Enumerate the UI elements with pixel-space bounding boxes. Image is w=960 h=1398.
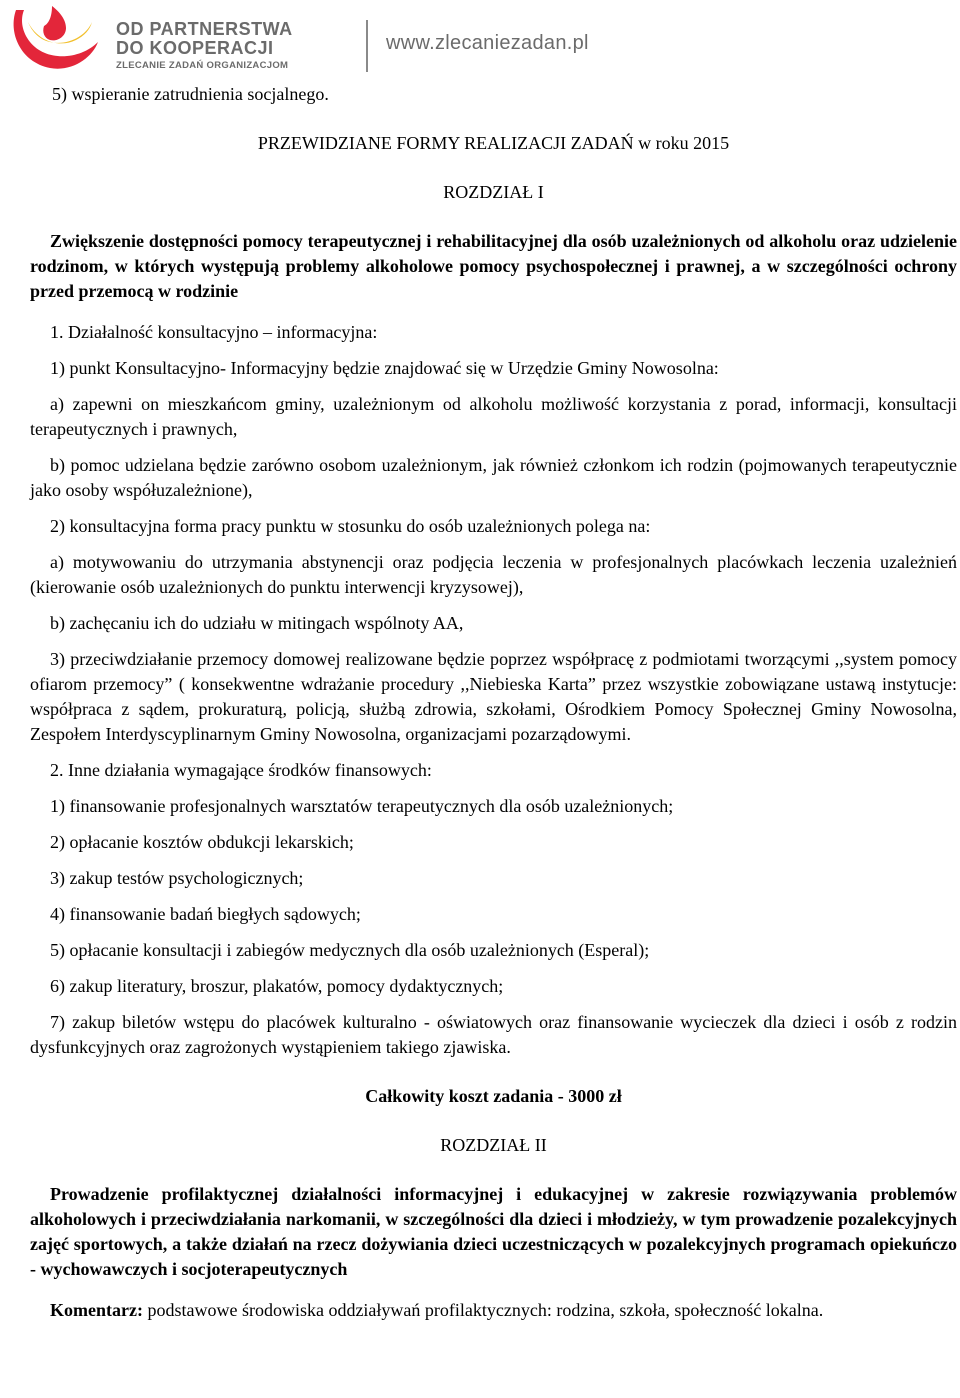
website-address: www.zlecaniezadan.pl: [386, 32, 589, 54]
chapter-title-1: Zwiększenie dostępności pomocy terapeutycznej i rehabilitacyjnej dla osób uzależnionych od alkoholu oraz udzielenie rodzinom, w których występują problemy alkoholowe pomocy psychospołecznej i prawnej, a w szczególności ochrony przed przemocą w rodzinie: [30, 231, 957, 301]
list-item: 3) zakup testów psychologicznych;: [50, 868, 304, 888]
subsection-1: 1. Działalność konsultacyjno – informacyjna:: [50, 322, 378, 342]
header-divider: [366, 20, 368, 72]
page-header: [0, 0, 960, 80]
item-1-1: 1) punkt Konsultacyjno- Informacyjny będzie znajdować się w Urzędzie Gminy Nowosolna:: [50, 358, 719, 378]
comment-paragraph: [30, 1298, 957, 1323]
list-item: 7) zakup biletów wstępu do placówek kulturalno - oświatowych oraz finansowanie wycieczek dla dzieci i osób z rodzin dysfunkcyjnych oraz zagrożonych wystąpieniem takiego zjawiska.: [30, 1012, 957, 1057]
list-item: 2) opłacanie kosztów obdukcji lekarskich;: [50, 832, 354, 852]
brand-tagline: ZLECANIE ZADAŃ ORGANIZACJOM: [116, 60, 289, 71]
list-item: 1) finansowanie profesjonalnych warsztatów terapeutycznych dla osób uzależnionych;: [50, 796, 674, 816]
section-heading-forms: PRZEWIDZIANE FORMY REALIZACJI ZADAŃ w roku 2015: [257, 133, 730, 153]
item-1-3: 3) przeciwdziałanie przemocy domowej realizowane będzie poprzez współpracę z podmiotami tworzącymi ,,system pomocy ofiarom przemocy” ( konsekwentne wdrażanie procedury ,,Niebieska Karta” przez wszystkie zobowiązane ustawą instytucje: współpraca z sądem, prokuraturą, policją, służbą zdrowia, szkołami, Ośrodkiem Pomocy Społecznej Gminy Nowosolna, Zespołem Interdyscyplinarnym Gminy Nowosolna, organizacjami pozarządowymi.: [30, 649, 957, 744]
chapter-title-2: Prowadzenie profilaktycznej działalności informacyjnej i edukacyjnej w zakresie rozwiązywania problemów alkoholowych i przeciwdziałania narkomanii, w szczególności dla dzieci i młodzieży, w tym prowadzenie pozalekcyjnych zajęć sportowych, a także działań na rzecz dożywiania dzieci uczestniczących w pozalekcyjnych programach opiekuńczo - wychowawczych i socjoterapeutycznych: [30, 1184, 957, 1279]
item-1-2-b: b) zachęcaniu ich do udziału w mitingach wspólnoty AA,: [50, 613, 464, 633]
subsection-2: 2. Inne działania wymagające środków finansowych:: [50, 760, 432, 780]
brand-line-1: OD PARTNERSTWA: [116, 19, 293, 39]
item-1-2: 2) konsultacyjna forma pracy punktu w stosunku do osób uzależnionych polega na:: [50, 516, 651, 536]
list-item: 6) zakup literatury, broszur, plakatów, pomocy dydaktycznych;: [50, 976, 504, 996]
chapter-heading-1: ROZDZIAŁ I: [443, 182, 544, 202]
logo-mark-icon: [6, 2, 104, 78]
total-cost: Całkowity koszt zadania - 3000 zł: [365, 1086, 622, 1106]
list-item: 4) finansowanie badań biegłych sądowych;: [50, 904, 361, 924]
item-1-2-a: a) motywowaniu do utrzymania abstynencji oraz podjęcia leczenia w profesjonalnych placówkach leczenia uzależnień (kierowanie osób uzależnionych do punktu interwencji kryzysowej),: [30, 552, 957, 597]
list-item: 5) opłacanie konsultacji i zabiegów medycznych dla osób uzależnionych (Esperal);: [50, 940, 650, 960]
paragraph-p1: 5) wspieranie zatrudnienia socjalnego.: [52, 84, 329, 104]
document-body: [30, 82, 957, 1323]
comment-label: Komentarz:: [50, 1300, 143, 1320]
item-1-1-b: b) pomoc udzielana będzie zarówno osobom uzależnionym, jak również członkom ich rodzin (pojmowanych terapeutycznie jako osoby współuzależnione),: [30, 455, 957, 500]
comment-text: podstawowe środowiska oddziaływań profilaktycznych: rodzina, szkoła, społeczność lokalna.: [142, 1300, 824, 1320]
brand-name: [116, 20, 293, 73]
brand-line-2: DO KOOPERACJI: [116, 38, 274, 58]
item-1-1-a: a) zapewni on mieszkańcom gminy, uzależnionym od alkoholu możliwość korzystania z porad, informacji, konsultacji terapeutycznych i prawnych,: [30, 394, 957, 439]
chapter-heading-2: ROZDZIAŁ II: [440, 1135, 547, 1155]
